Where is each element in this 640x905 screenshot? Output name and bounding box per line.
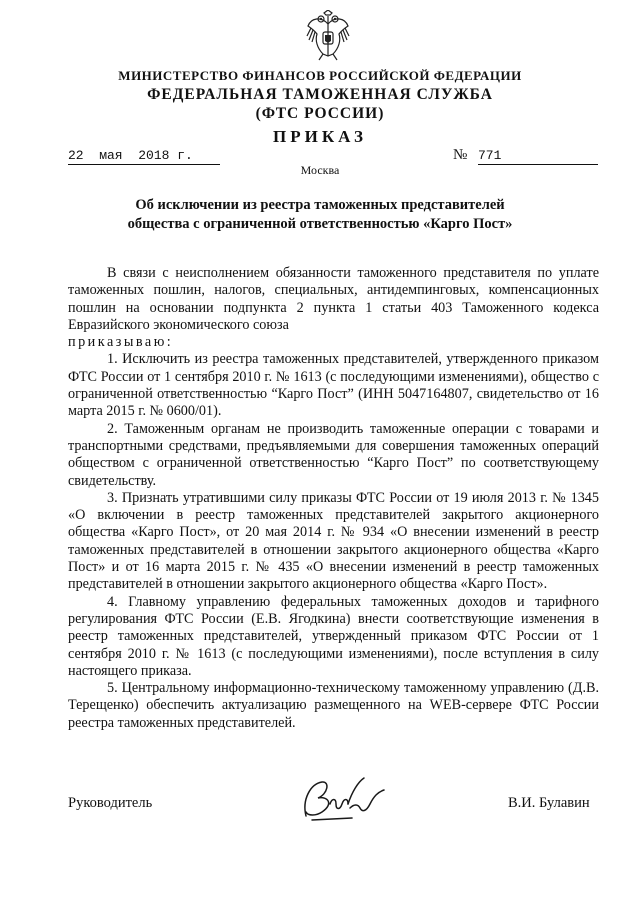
order-item: 2. Таможенным органам не производить таможенные операции с товарами и транспортными средствами, предъявляемыми для совершения таможенных операций обществом с ограниченной ответственностью “Карго Пост” по соответствующему свидетельству. — [68, 420, 599, 489]
order-item: 5. Центральному информационно-техническому таможенному управлению (Д.В. Терещенко) обеспечить актуализацию размещенного на WEB-сервере ФТС России реестра таможенных представителей. — [68, 680, 599, 731]
handwritten-signature-icon — [292, 770, 392, 830]
order-city: Москва — [300, 163, 340, 177]
order-word: приказываю: — [68, 334, 174, 351]
doc-type-heading: ПРИКАЗ — [273, 127, 367, 146]
order-item: 3. Признать утратившими силу приказы ФТС России от 19 июля 2013 г. № 1345 «О включении в реестр таможенных представителей закрытого акционерного общества «Карго Пост», от 20 мая 2014 г. № 934 «О внесении изменений в реестр таможенных представителей в отношении закрытого акционерного общества «Карго Пост» и от 16 марта 2015 г. № 435 «О внесении изменений в реестр таможенных представителей в отношении закрытого акционерного общества «Карго Пост». — [68, 489, 599, 593]
intro-paragraph: В связи с неисполнением обязанности таможенного представителя по уплате таможенных пошлин, налогов, специальных, антидемпинговых, компенсационных пошлин на основании подпункта 2 пункта 1 статьи 403 Таможенного кодекса Евразийского экономического союза — [68, 265, 599, 333]
signer-name: В.И. Булавин — [508, 795, 590, 811]
order-number: 771 — [478, 148, 598, 165]
order-title — [0, 196, 640, 234]
order-item: 1. Исключить из реестра таможенных представителей, утвержденного приказом ФТС России от 1 сентября 2010 г. № 1613 (с последующими изменениями), общество с ограниченной ответственностью “Карго Пост” (ИНН 5047164807, свидетельство от 16 марта 2015 г. № 0600/01). — [68, 351, 599, 420]
russian-coat-of-arms-icon — [305, 10, 351, 62]
order-item: 4. Главному управлению федеральных таможенных доходов и тарифного регулирования ФТС России (Е.В. Ягодкина) внести соответствующие изменения в реестр таможенных представителей, утвержденный приказом ФТС России от 1 сентября 2010 г. № 1613 (с последующими изменениями), после вступления в силу настоящего приказа. — [68, 593, 599, 679]
order-number-label: № — [453, 147, 468, 163]
order-body — [68, 265, 599, 732]
signer-position: Руководитель — [68, 795, 153, 811]
service-heading: ФЕДЕРАЛЬНАЯ ТАМОЖЕННАЯ СЛУЖБА — [147, 86, 493, 103]
order-title-line: Об исключении из реестра таможенных представителей — [135, 197, 505, 213]
service-abbr: (ФТС РОССИИ) — [255, 105, 385, 122]
order-title-line: общества с ограниченной ответственностью «Карго Пост» — [127, 216, 513, 232]
ministry-heading: МИНИСТЕРСТВО ФИНАНСОВ РОССИЙСКОЙ ФЕДЕРАЦИИ — [118, 68, 522, 83]
order-date: 22 мая 2018 г. — [68, 148, 220, 165]
